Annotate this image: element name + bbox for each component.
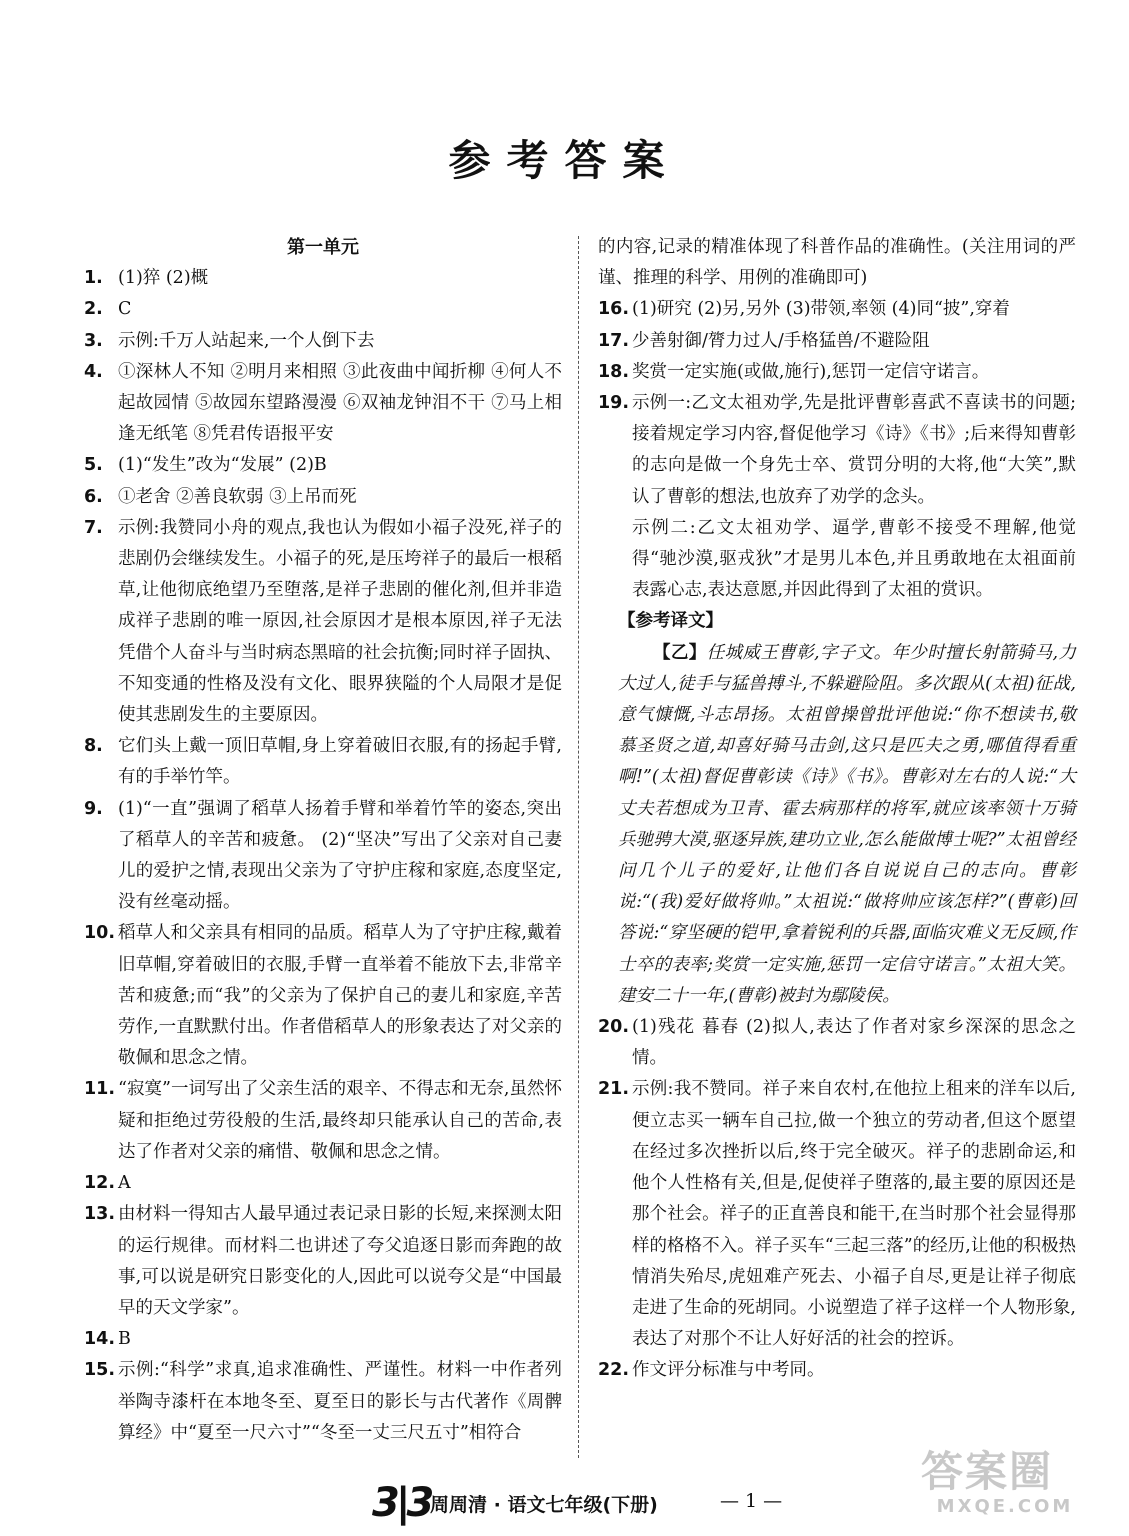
translation-text: 任城威王曹彰,字子文。年少时擅长射箭骑马,力大过人,徒手与猛兽搏斗,不躲避险阻。多次跟从(太祖)征战,意气慷慨,斗志昂扬。太祖曾操曾批评他说:“你不想读书,敬慕圣贤之道,却喜好骑马击剑,这只是匹夫之勇,哪值得看重啊!”(太祖)督促曹彰读《诗》《书》。曹彰对左右的人说:“大丈夫若想成为卫青、霍去病那样的将军,就应该率领十万骑兵驰骋大漠,驱逐异族,建功立业,怎么能做博士呢?”太祖曾经问几个儿子的爱好,让他们各自说说自己的志向。曹彰说:“(我)爱好做将帅。”太祖说:“做将帅应该怎样?”(曹彰)回答说:“穿坚硬的铠甲,拿着锐利的兵器,面临灾难义无反顾,作士卒的表率;奖赏一定实施,惩罚一定信守诺言。”太祖大笑。建安二十一年,(曹彰)被封为鄢陵侯。 <box>618 642 1076 1006</box>
answer-number: 16. <box>598 299 630 320</box>
continuation-text: 的内容,记录的精准体现了科普作品的准确性。(关注用词的严谨、推理的科学、用例的准确即可) <box>598 237 1076 289</box>
answer-number: 1. <box>84 268 103 289</box>
answer-text: (1)研究 (2)另,另外 (3)带领,率领 (4)同“披”,穿着 <box>632 299 1010 320</box>
answer-text: 它们头上戴一顶旧草帽,身上穿着破旧衣服,有的扬起手臂,有的手举竹竿。 <box>118 736 562 788</box>
answer-item <box>84 918 562 1074</box>
unit-heading: 第一单元 <box>287 237 359 258</box>
answer-text: 示例一:乙文太祖劝学,先是批评曹彰喜武不喜读书的问题;接着规定学习内容,督促他学习《诗》《书》;后来得知曹彰的志向是做一个身先士卒、赏罚分明的大将,他“大笑”,默认了曹彰的想法,也放弃了劝学的念头。 <box>632 393 1076 507</box>
answer-number: 13. <box>84 1204 116 1225</box>
answer-text: B <box>118 1329 131 1350</box>
watermark-sub: MXQE.COM <box>936 1496 1074 1517</box>
answer-text: 奖赏一定实施(或做,施行),惩罚一定信守诺言。 <box>632 361 990 382</box>
footer-book-title: 周周清 · 语文七年级(下册) <box>430 1494 658 1516</box>
page-title: 参考答案 <box>448 136 681 185</box>
answer-number: 12. <box>84 1173 116 1194</box>
answer-text: (1)“一直”强调了稻草人扬着手臂和举着竹竿的姿态,突出了稻草人的辛苦和疲惫。 (2)“坚决”写出了父亲对自己妻儿的爱护之情,表现出父亲为了守护庄稼和家庭,态度坚定,没有丝毫动摇。 <box>118 798 562 913</box>
answer-number: 7. <box>84 517 103 538</box>
answer-text: 由材料一得知古人最早通过表记录日影的长短,来探测太阳的运行规律。而材料二也讲述了夸父追逐日影而奔跑的故事,可以说是研究日影变化的人,因此可以说夸父是“中国最早的天文学家”。 <box>118 1204 562 1318</box>
answer-number: 6. <box>84 486 103 507</box>
answer-item <box>598 1012 1076 1074</box>
answer-text: ①深林人不知 ②明月来相照 ③此夜曲中闻折柳 ④何人不起故园情 ⑤故园东望路漫漫 ⑥双袖龙钟泪不干 ⑦马上相逢无纸笔 ⑧凭君传语报平安 <box>118 361 562 445</box>
answer-item <box>84 1324 562 1355</box>
answer-text: 稻草人和父亲具有相同的品质。稻草人为了守护庄稼,戴着旧草帽,穿着破旧的衣服,手臂一直举着不能放下去,非常辛苦和疲惫;而“我”的父亲为了保护自己的妻儿和家庭,辛苦劳作,一直默默付出。作者借稻草人的形象表达了对父亲的敬佩和思念之情。 <box>118 923 562 1069</box>
answer-number: 15. <box>84 1360 116 1381</box>
answer-text: (1)残花 暮春 (2)拟人,表达了作者对家乡深深的思念之情。 <box>632 1017 1076 1069</box>
answer-text-alt: 示例二:乙文太祖劝学、逼学,曹彰不接受不理解,他觉得“驰沙漠,驱戎狄”才是男儿本色,并且勇敢地在太祖面前表露心志,表达意愿,并因此得到了太祖的赏识。 <box>632 517 1076 601</box>
answer-number: 21. <box>598 1079 630 1100</box>
column-divider <box>578 236 579 1458</box>
answer-text: A <box>118 1173 131 1194</box>
page-number: — 1 — <box>720 1490 783 1512</box>
answer-item <box>84 1355 562 1449</box>
answer-number: 9. <box>84 798 103 819</box>
answer-number: 10. <box>84 923 116 944</box>
right-answer-list <box>598 294 1076 606</box>
answer-item <box>84 1168 562 1199</box>
answer-number: 5. <box>84 455 103 476</box>
answer-text: 少善射御/膂力过人/手格猛兽/不避险阻 <box>632 330 930 351</box>
answer-text: ①老舍 ②善良软弱 ③上吊而死 <box>118 486 357 507</box>
answer-text: “寂寞”一词写出了父亲生活的艰辛、不得志和无奈,虽然怀疑和拒绝过劳役般的生活,最终却只能承认自己的苦命,表达了作者对父亲的痛惜、敬佩和思念之情。 <box>118 1079 562 1162</box>
answer-text: (1)“发生”改为“发展” (2)B <box>118 455 327 476</box>
answer-item <box>598 388 1076 606</box>
answer-text: 示例:我赞同小舟的观点,我也认为假如小福子没死,祥子的悲剧仍会继续发生。小福子的死,是压垮祥子的最后一根稻草,让他彻底绝望乃至堕落,是祥子悲剧的催化剂,但并非造成祥子悲剧的唯一原因,社会原因才是根本原因,祥子无法凭借个人奋斗与当时病态黑暗的社会抗衡;同时祥子固执、不知变通的性格及没有文化、眼界狭隘的个人局限才是促使其悲剧发生的主要原因。 <box>118 517 562 726</box>
answer-item <box>84 731 562 793</box>
answer-item <box>84 326 562 357</box>
answer-number: 18. <box>598 361 630 382</box>
answer-number: 17. <box>598 330 630 351</box>
answer-number: 19. <box>598 393 630 414</box>
left-answer-list <box>84 263 562 1449</box>
answer-text: 作文评分标准与中考同。 <box>632 1360 825 1381</box>
answer-item <box>84 1074 562 1168</box>
answer-number: 20. <box>598 1017 630 1038</box>
answer-number: 4. <box>84 361 103 382</box>
answer-item <box>84 294 562 325</box>
watermark-main: 答案圈 <box>921 1447 1054 1496</box>
answer-text: 示例:千万人站起来,一个人倒下去 <box>118 330 375 351</box>
reference-translation-heading: 【参考译文】 <box>618 611 723 632</box>
right-answer-list-2 <box>598 1012 1076 1386</box>
answer-item <box>84 450 562 481</box>
answer-item <box>84 357 562 451</box>
reference-translation <box>598 638 1076 1012</box>
answer-text: C <box>118 299 132 320</box>
answer-item <box>598 294 1076 325</box>
left-column <box>84 232 562 1449</box>
answer-item <box>598 357 1076 388</box>
answer-number: 3. <box>84 330 103 351</box>
answer-item <box>598 1355 1076 1386</box>
answer-item <box>84 513 562 731</box>
answer-text: 示例:我不赞同。祥子来自农村,在他拉上租来的洋车以后,便立志买一辆车自己拉,做一个独立的劳动者,但这个愿望在经过多次挫折以后,终于完全破灭。祥子的悲剧命运,和他个人性格有关,但是,促使祥子堕落的,最主要的原因还是那个社会。祥子的正直善良和能干,在当时那个社会显得那样的格格不入。祥子买车“三起三落”的经历,让他的积极热情消失殆尽,虎妞难产死去、小福子自尽,更是让祥子彻底走进了生命的死胡同。小说塑造了祥子这样一个人物形象,表达了对那个不让人好好活的社会的控诉。 <box>632 1079 1076 1350</box>
answer-number: 2. <box>84 299 103 320</box>
answer-number: 14. <box>84 1329 116 1350</box>
answer-item <box>598 1074 1076 1355</box>
answer-item <box>598 326 1076 357</box>
answer-text: 示例:“科学”求真,追求准确性、严谨性。材料一中作者列举陶寺漆杆在本地冬至、夏至日的影长与古代著作《周髀算经》中“夏至一尺六寸”“冬至一丈三尺五寸”相符合 <box>118 1360 562 1443</box>
right-column <box>598 232 1076 1387</box>
answer-text: (1)猝 (2)概 <box>118 268 209 289</box>
answer-item <box>84 794 562 919</box>
translation-label: 【乙】 <box>653 642 707 663</box>
watermark <box>921 1448 1089 1528</box>
answer-item <box>84 1199 562 1324</box>
answer-number: 11. <box>84 1079 116 1100</box>
answer-item <box>84 263 562 294</box>
answer-item <box>84 482 562 513</box>
answer-number: 8. <box>84 736 103 757</box>
publisher-logo: 3|3 <box>372 1480 431 1526</box>
answer-number: 22. <box>598 1360 630 1381</box>
